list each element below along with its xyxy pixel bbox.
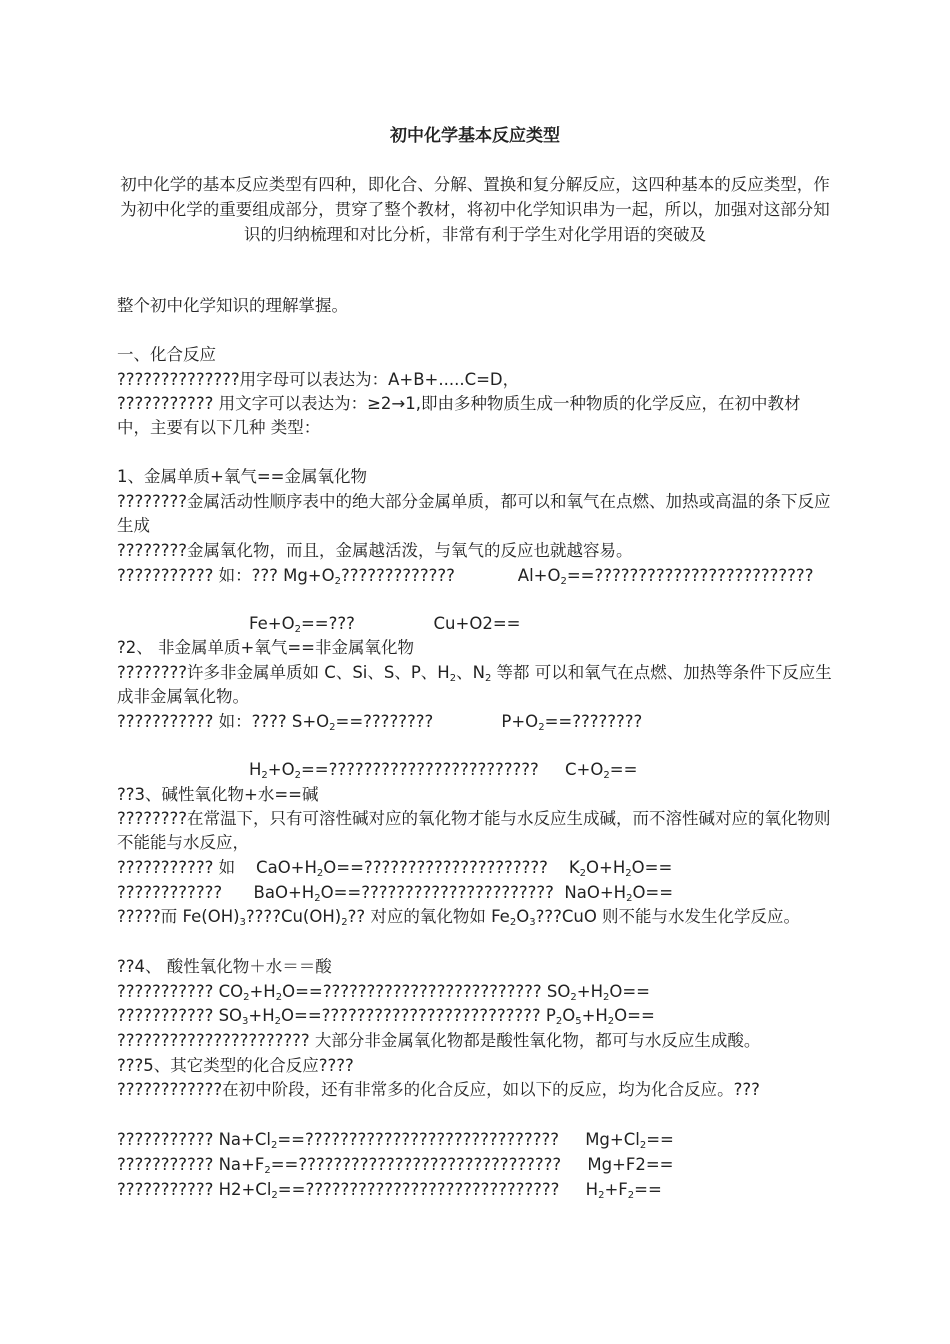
paragraph: ????????许多非金属单质如 C、Si、S、P、$H_2$、$N_2$ 等都 可以和氧气在点燃、加热等条件下反应生成非金属氧化物。: [117, 663, 832, 706]
equation-line: ??????????? 如：???? $S+O_2==$???????? $P+O_2==$????????: [117, 712, 643, 733]
paragraph: ????????金属活动性顺序表中的绝大部分金属单质，都可以和氧气在点燃、加热或高温的条下反应生成: [117, 492, 831, 535]
equation-line: $H_2+O_2==$???????????????????????? $C+O_2==$: [249, 760, 638, 781]
equation-line: ??????????? $CO_2+H_2O==$????????????????????????? $SO_2+H_2O==$: [117, 982, 650, 1003]
subsection-heading: ??4、 酸性氧化物＋水＝＝酸: [117, 957, 332, 976]
subsection-heading: 1、金属单质+氧气==金属氧化物: [117, 467, 367, 486]
page-title: 初中化学基本反应类型: [390, 126, 560, 146]
subsection-heading: ?2、 非金属单质+氧气==非金属氧化物: [117, 638, 414, 657]
paragraph: ????????在常温下，只有可溶性碱对应的氧化物才能与水反应生成碱，而不溶性碱对应的氧化物则不能能与水反应，: [117, 809, 831, 852]
intro-paragraph: 初中化学的基本反应类型有四种，即化合、分解、置换和复分解反应，这四种基本的反应类型，作为初中化学的重要组成部分，贯穿了整个教材，将初中化学知识串为一起，所以，加强对这部分知识的归纳梳理和对比分析，非常有利于学生对化学用语的突破及: [120, 175, 830, 244]
intro-continuation: 整个初中化学知识的理解掌握。: [117, 296, 348, 315]
equation-line: ??????????? 如：??? $Mg+O_2$????????????? $Al+O_2==$?????????????????????????: [117, 566, 814, 587]
paragraph: ??????????????用字母可以表达为：A+B+.....C=D，: [117, 370, 520, 389]
sentence: 大部分非金属氧化物都是酸性氧化物，都可与水反应生成酸。: [314, 1031, 761, 1050]
equation-line: ???????????? $BaO+H_2O==$?????????????????????? $NaO+H_2O==$: [117, 883, 674, 904]
equation-line: ??????????? $SO_3+H_2O==$????????????????????????? $P_2O_5+H_2O==$: [117, 1006, 655, 1027]
section-heading: 一、化合反应: [117, 345, 216, 364]
equation-line: ??????????? $H2+Cl_2==$????????????????????????????? $H_2+F_2==$: [117, 1180, 662, 1201]
equation-line: ??????????? $Na+F_2==$?????????????????????????????? Mg+F2==: [117, 1155, 674, 1176]
paragraph: ??????????? 用文字可以表达为：≥2→1,即由多种物质生成一种物质的化学反应，在初中教材中，主要有以下几种 类型：: [117, 394, 801, 437]
equation-line: ??????????? $Na+Cl_2==$????????????????????????????? $Mg+Cl_2==$: [117, 1130, 674, 1151]
paragraph: ?????????????????????? 大部分非金属氧化物都是酸性氧化物，都可与水反应生成酸。: [117, 1031, 761, 1050]
paragraph: ?????而 $Fe(OH)_3????Cu(OH)_2$?? 对应的氧化物如 $Fe_2O_3???CuO$ 则不能与水发生化学反应。: [117, 907, 801, 928]
paragraph: ????????????在初中阶段，还有非常多的化合反应，如以下的反应，均为化合反应。???: [117, 1080, 760, 1099]
equation-line: ??????????? 如 $CaO+H_2O==$????????????????????? $K_2O+H_2O==$: [117, 858, 673, 879]
subsection-heading: ???5、其它类型的化合反应????: [117, 1056, 354, 1075]
paragraph: ????????金属氧化物，而且，金属越活泼，与氧气的反应也就越容易。: [117, 541, 633, 560]
subsection-heading: ??3、碱性氧化物+水==碱: [117, 785, 319, 804]
equation-line: $Fe+O_2==$??? Cu+O2==: [249, 614, 521, 635]
